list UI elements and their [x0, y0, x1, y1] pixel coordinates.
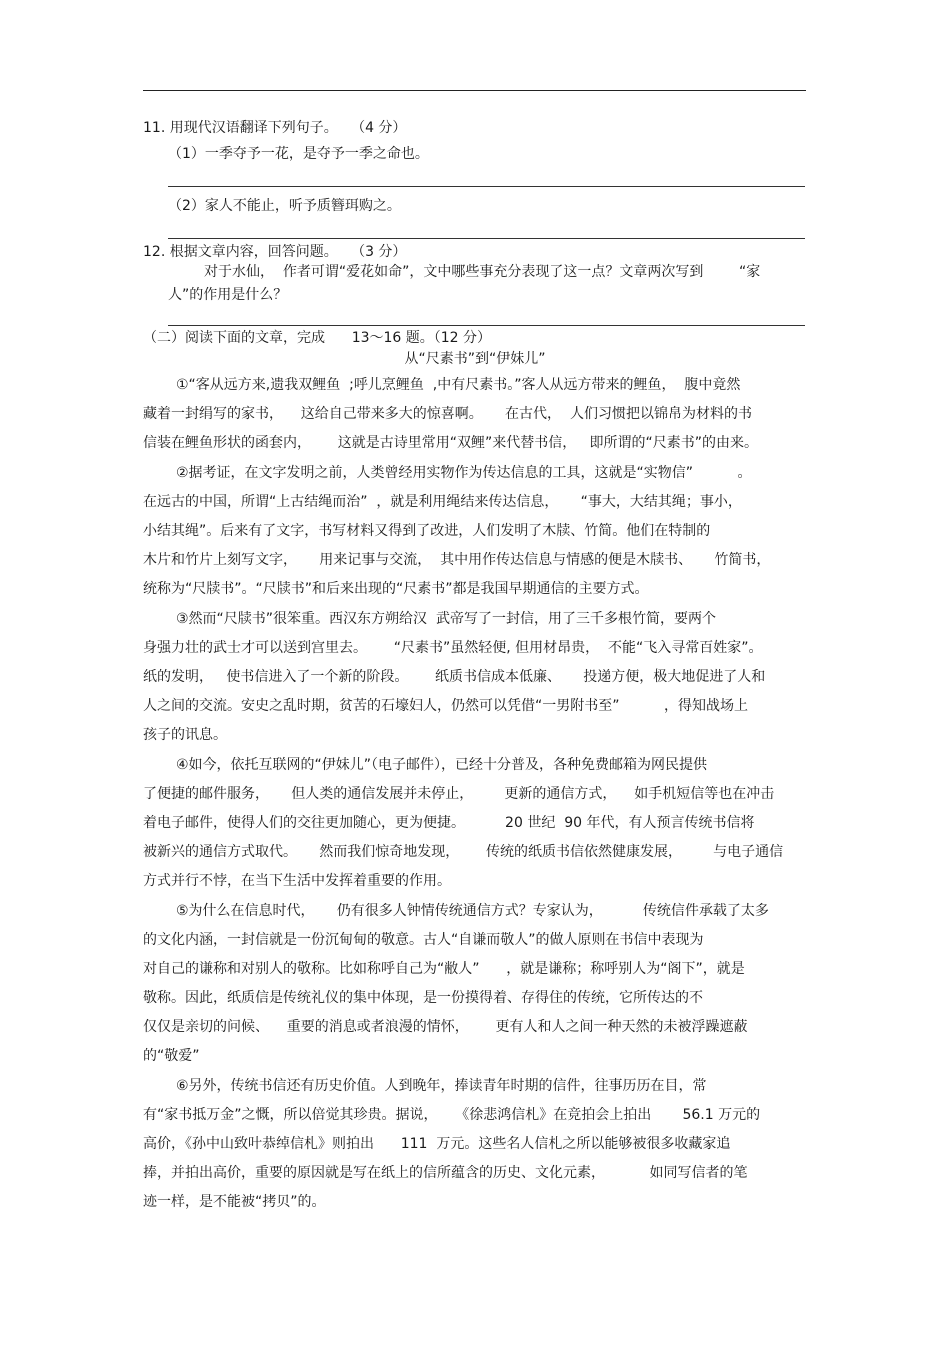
header-rule	[143, 90, 806, 91]
article-line: 木片和竹片上刻写文字， 用来记事与交流， 其中用作传达信息与情感的便是木牍书、 竹简书，	[143, 552, 771, 568]
article-line: 的文化内涵，一封信就是一份沉甸甸的敬意。古人“自谦而敬人”的做人原则在书信中表现为	[143, 932, 704, 948]
q11-stem: 11. 用现代汉语翻译下列句子。 （4 分）	[143, 120, 407, 136]
q11-answer-line-1[interactable]	[168, 186, 805, 187]
article-line: 方式并行不悖，在当下生活中发挥着重要的作用。	[143, 873, 451, 889]
article-line: 纸的发明， 使书信进入了一个新的阶段。 纸质书信成本低廉、 投递方便，极大地促进了人和	[143, 669, 766, 685]
article-line: 迹一样，是不能被“拷贝”的。	[143, 1194, 326, 1210]
article-line: 小结其绳”。后来有了文字，书写材料又得到了改进，人们发明了木牍、竹简。他们在特制的	[143, 523, 711, 539]
article-line: 着电子邮件，使得人们的交往更加随心，更为便捷。 20 世纪 90 年代，有人预言传统书信将	[143, 815, 755, 831]
q12-body-line-2: 人”的作用是什么？	[168, 287, 288, 303]
article-line: 统称为“尺牍书”。“尺牍书”和后来出现的“尺素书”都是我国早期通信的主要方式。	[143, 581, 649, 597]
article-line: 藏着一封绢写的家书， 这给自己带来多大的惊喜啊。 在古代， 人们习惯把以锦帛为材料的书	[143, 406, 752, 422]
article-line: 敬称。因此，纸质信是传统礼仪的集中体现，是一份摸得着、存得住的传统，它所传达的不	[143, 990, 703, 1006]
article-line: 被新兴的通信方式取代。 然而我们惊奇地发现， 传统的纸质书信依然健康发展， 与电子通信	[143, 844, 784, 860]
article-line: 对自己的谦称和对别人的敬称。比如称呼自己为“敝人” ，就是谦称；称呼别人为“阁下”，就是	[143, 961, 745, 977]
q12-body-line-1: 对于水仙， 作者可谓“爱花如命”，文中哪些事充分表现了这一点？文章两次写到 “家	[204, 264, 761, 280]
article-line: 的“敬爱”	[143, 1048, 200, 1064]
article-line: ①“客从远方来,遗我双鲤鱼 ;呼儿烹鲤鱼 ,中有尺素书。”客人从远方带来的鲤鱼， 腹中竟然	[176, 377, 741, 393]
article-line: 高价，《孙中山致叶恭绰信札》则拍出 111 万元。这些名人信札之所以能够被很多收藏家追	[143, 1136, 731, 1152]
q12-answer-line[interactable]	[168, 325, 805, 326]
article-line: ⑥另外，传统书信还有历史价值。人到晚年，捧读青年时期的信件，往事历历在目，常	[176, 1078, 707, 1094]
article-line: ②据考证，在文字发明之前，人类曾经用实物作为传达信息的工具，这就是“实物信” 。	[176, 465, 752, 481]
article-line: ④如今，依托互联网的“伊妹儿”（电子邮件），已经十分普及，各种免费邮箱为网民提供	[176, 757, 708, 773]
q11-item-2: （2）家人不能止，听予质簪珥购之。	[168, 198, 401, 214]
article-line: 了便捷的邮件服务， 但人类的通信发展并未停止， 更新的通信方式， 如手机短信等也在冲击	[143, 786, 775, 802]
article-title: 从“尺素书”到“伊妹儿”	[404, 351, 546, 367]
q11-item-1: （1）一季夺予一花，是夺予一季之命也。	[168, 146, 429, 162]
article-line: 有“家书抵万金”之慨，所以倍觉其珍贵。据说， 《徐悲鸿信札》在竞拍会上拍出 56.1 万元的	[143, 1107, 761, 1123]
article-line: ③然而“尺牍书”很笨重。西汉东方朔给汉 武帝写了一封信，用了三千多根竹简，要两个	[176, 611, 716, 627]
article-line: 身强力壮的武士才可以送到宫里去。 “尺素书”虽然轻便, 但用材昂贵， 不能“飞入寻常百姓家”。	[143, 640, 763, 656]
article-line: 仅仅是亲切的问候、 重要的消息或者浪漫的情怀， 更有人和人之间一种天然的未被浮躁遮蔽	[143, 1019, 748, 1035]
article-line: 在远古的中国，所谓“上古结绳而治” ，就是利用绳结来传达信息， “事大，大结其绳；事小，	[143, 494, 742, 510]
q12-stem: 12. 根据文章内容，回答问题。 （3 分）	[143, 244, 407, 260]
q11-answer-line-2[interactable]	[168, 238, 805, 239]
article-line: 信装在鲤鱼形状的函套内， 这就是古诗里常用“双鲤”来代替书信， 即所谓的“尺素书”的由来。	[143, 435, 759, 451]
section2-header: （二）阅读下面的文章，完成 13～16 题。（12 分）	[143, 330, 492, 346]
article-line: ⑤为什么在信息时代， 仍有很多人钟情传统通信方式？专家认为， 传统信件承载了太多	[176, 903, 769, 919]
article-line: 人之间的交流。安史之乱时期，贫苦的石壕妇人，仍然可以凭借“一男附书至” ，得知战场上	[143, 698, 749, 714]
article-line: 捧，并拍出高价，重要的原因就是写在纸上的信所蕴含的历史、文化元素， 如同写信者的笔	[143, 1165, 748, 1181]
article-line: 孩子的讯息。	[143, 727, 227, 743]
